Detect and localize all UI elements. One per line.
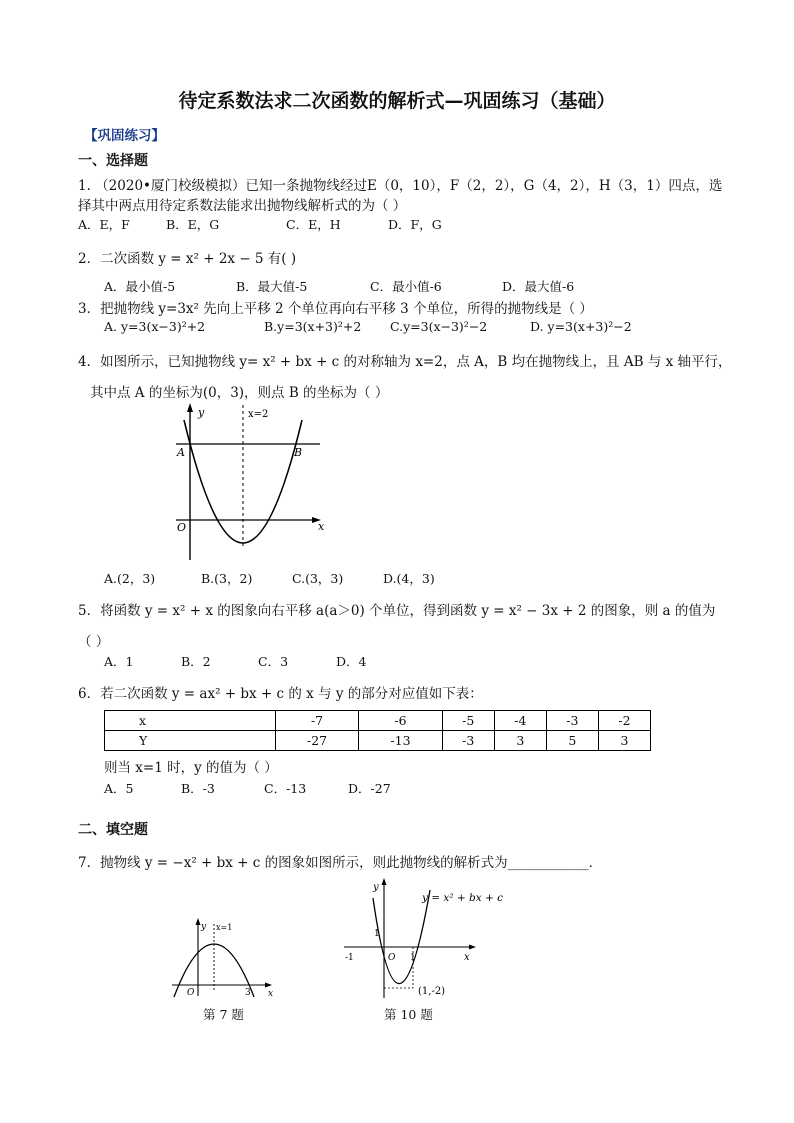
q10-parabola — [373, 890, 430, 984]
q4-option-b: B.(3，2) — [201, 571, 253, 586]
q5-line2: （ ） — [78, 634, 110, 650]
table-cell: -3 — [442, 731, 494, 751]
q6-followup: 则当 x=1 时，y 的值为（ ） — [104, 760, 278, 776]
q7-origin-label: O — [187, 988, 195, 998]
table-row — [105, 711, 651, 731]
q6-value-table — [104, 710, 651, 751]
table-cell: -6 — [359, 711, 442, 731]
q4-line2: 其中点 A 的坐标为(0，3)，则点 B 的坐标为（ ） — [90, 385, 389, 401]
q10-x-label: x — [464, 952, 470, 963]
table-cell: -5 — [442, 711, 494, 731]
table-cell: -7 — [275, 711, 358, 731]
q5-option-c: C．3 — [258, 654, 289, 669]
q6-option-d: D．-27 — [348, 781, 391, 796]
q4-option-a: A.(2，3) — [104, 571, 156, 586]
q4-parabola — [184, 420, 302, 543]
page-title: 待定系数法求二次函数的解析式—巩固练习（基础） — [178, 90, 616, 112]
q10-point-label: (1,-2) — [418, 986, 446, 997]
q4-parabola-figure — [168, 400, 338, 565]
table-cell: -4 — [494, 711, 546, 731]
q3-option-d: D. y=3(x+3)²−2 — [530, 319, 632, 334]
q2-option-b: B．最大值-5 — [236, 279, 308, 294]
q7-x-label: x — [268, 989, 274, 998]
q5-option-a: A．1 — [104, 654, 134, 669]
q2-option-a: A．最小值-5 — [104, 279, 176, 294]
q3-option-c: C.y=3(x−3)²−2 — [390, 319, 488, 334]
q4-line1: 4．如图所示，已知抛物线 y= x² + bx + c 的对称轴为 x=2，点 A，B 均在抛物线上，且 AB 与 x 轴平行， — [78, 354, 732, 370]
table-cell: -13 — [359, 731, 442, 751]
q4-origin-label: O — [177, 521, 187, 534]
q10-neg-one-label: -1 — [345, 953, 354, 963]
q10-origin-label: O — [388, 953, 396, 963]
table-cell: x — [105, 711, 276, 731]
q3-option-a: A. y=3(x−3)²+2 — [104, 319, 206, 334]
q10-one-y-label: 1 — [374, 929, 380, 939]
section-fill-heading: 二、填空题 — [78, 822, 148, 838]
q10-equation-label: y = x² + bx + c — [422, 892, 504, 904]
q6-option-c: C．-13 — [264, 781, 307, 796]
q7-figure — [168, 916, 278, 998]
q1-option-b: B．E，G — [166, 217, 220, 232]
q1-option-d: D．F，G — [388, 217, 442, 232]
q2-text: 2．二次函数 y = x² + 2x − 5 有( ) — [78, 251, 297, 267]
q7-figure-caption: 第 7 题 — [203, 1007, 244, 1022]
table-cell: Y — [105, 731, 276, 751]
q2-option-d: D．最大值-6 — [502, 279, 575, 294]
q5-line1: 5．将函数 y = x² + x 的图象向右平移 a(a＞0) 个单位，得到函数 y = x² − 3x + 2 的图象，则 a 的值为 — [78, 603, 716, 619]
table-cell: -3 — [546, 711, 598, 731]
table-cell: 5 — [546, 731, 598, 751]
q4-option-d: D.(4，3) — [383, 571, 435, 586]
q6-option-b: B．-3 — [181, 781, 215, 796]
q7-three-label: 3 — [245, 988, 251, 998]
q1-option-c: C．E，H — [286, 217, 341, 232]
q10-figure-caption: 第 10 题 — [384, 1007, 433, 1022]
q3-option-b: B.y=3(x+3)²+2 — [264, 319, 362, 334]
q10-y-label: y — [373, 882, 379, 893]
q6-text: 6．若二次函数 y = ax² + bx + c 的 x 与 y 的部分对应值如下表： — [78, 686, 483, 702]
q4-axis-label: x=2 — [248, 409, 269, 420]
table-cell: -2 — [598, 711, 650, 731]
q4-option-c: C.(3，3) — [292, 571, 344, 586]
table-cell: -27 — [275, 731, 358, 751]
q4-point-a-label: A — [177, 446, 185, 459]
table-row — [105, 731, 651, 751]
q5-option-b: B．2 — [181, 654, 211, 669]
q4-x-label: x — [318, 520, 325, 533]
q1-line2: 择其中两点用待定系数法能求出抛物线解析式的为（ ） — [78, 198, 407, 214]
q7-y-label: y — [201, 922, 207, 932]
q1-line1: 1. （2020•厦门校级模拟）已知一条抛物线经过E（0，10），F（2，2），G（4，2），H（3，1）四点，选 — [78, 178, 723, 194]
section-tag: 【巩固练习】 — [84, 128, 165, 144]
table-cell: 3 — [494, 731, 546, 751]
table-cell: 3 — [598, 731, 650, 751]
q10-one-x-label: 1 — [410, 953, 416, 963]
section-choice-heading: 一、选择题 — [78, 153, 148, 169]
q10-figure — [338, 876, 518, 1002]
q7-text: 7．抛物线 y = −x² + bx + c 的图象如图所示，则此抛物线的解析式为____________． — [78, 855, 603, 871]
q3-text: 3．把抛物线 y=3x² 先向上平移 2 个单位再向右平移 3 个单位，所得的抛物线是（ ） — [78, 301, 593, 317]
q4-y-label: y — [198, 406, 205, 419]
q5-option-d: D．4 — [336, 654, 367, 669]
q6-option-a: A．5 — [104, 781, 134, 796]
q1-option-a: A．E，F — [78, 217, 130, 232]
q4-point-b-label: B — [294, 446, 303, 459]
q2-option-c: C．最小值-6 — [370, 279, 442, 294]
q7-axis-label: x=1 — [216, 923, 233, 932]
